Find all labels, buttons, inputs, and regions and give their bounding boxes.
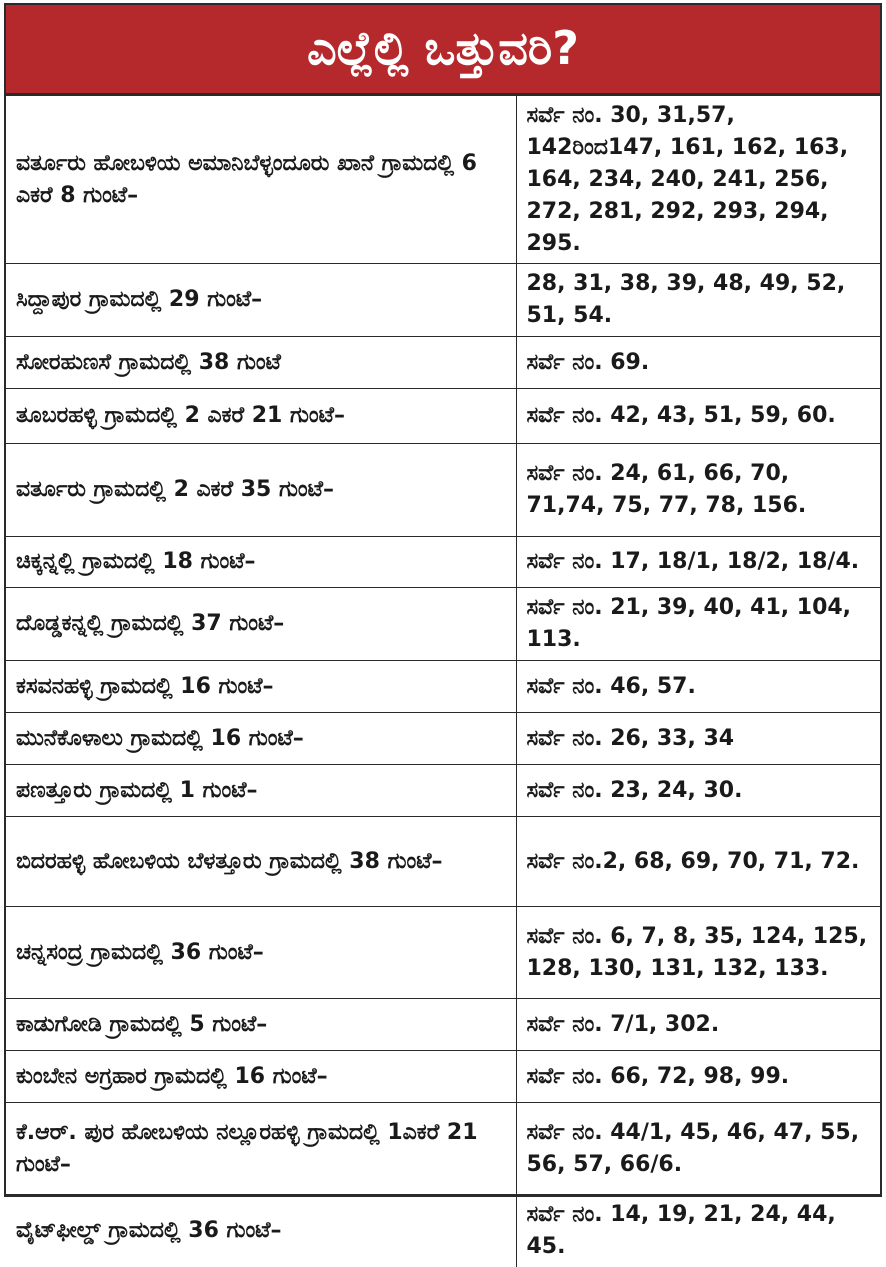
table-row — [6, 389, 880, 444]
table-row — [6, 264, 880, 337]
survey-cell: ಸರ್ವೆ ನಂ. 69. — [516, 337, 880, 389]
location-cell: ವೈಟ್‌ಫೀಲ್ಡ್ ಗ್ರಾಮದಲ್ಲಿ 36 ಗುಂಟೆ– — [6, 1195, 516, 1267]
survey-cell: ಸರ್ವೆ ನಂ. 6, 7, 8, 35, 124, 125, 128, 130, 131, 132, 133. — [516, 907, 880, 999]
survey-cell: ಸರ್ವೆ ನಂ. 44/1, 45, 46, 47, 55, 56, 57, 66/6. — [516, 1103, 880, 1195]
survey-cell: ಸರ್ವೆ ನಂ.2, 68, 69, 70, 71, 72. — [516, 817, 880, 907]
table-row — [6, 661, 880, 713]
location-cell: ಚನ್ನಸಂದ್ರ ಗ್ರಾಮದಲ್ಲಿ 36 ಗುಂಟೆ– — [6, 907, 516, 999]
encroachment-table — [6, 95, 880, 1267]
location-cell: ವರ್ತೂರು ಹೋಬಳಿಯ ಅಮಾನಿಬೆಳ್ಳಂದೂರು ಖಾನೆ ಗ್ರಾಮದಲ್ಲಿ 6 ಎಕರೆ 8 ಗುಂಟೆ– — [6, 96, 516, 264]
table-title: ಎಲ್ಲೆಲ್ಲಿ ಒತ್ತುವರಿ? — [6, 5, 880, 95]
encroachment-table-card — [4, 3, 882, 1259]
table-row — [6, 999, 880, 1051]
table-row — [6, 907, 880, 999]
survey-cell: 28, 31, 38, 39, 48, 49, 52, 51, 54. — [516, 264, 880, 337]
table-row — [6, 444, 880, 537]
table-row — [6, 96, 880, 264]
table-row — [6, 1195, 880, 1267]
table-body — [6, 96, 880, 1267]
survey-cell: ಸರ್ವೆ ನಂ. 66, 72, 98, 99. — [516, 1051, 880, 1103]
location-cell: ಕಸವನಹಳ್ಳಿ ಗ್ರಾಮದಲ್ಲಿ 16 ಗುಂಟೆ– — [6, 661, 516, 713]
location-cell: ತೂಬರಹಳ್ಳಿ ಗ್ರಾಮದಲ್ಲಿ 2 ಎಕರೆ 21 ಗುಂಟೆ– — [6, 389, 516, 444]
survey-cell: ಸರ್ವೆ ನಂ. 42, 43, 51, 59, 60. — [516, 389, 880, 444]
location-cell: ಬಿದರಹಳ್ಳಿ ಹೋಬಳಿಯ ಬೆಳತ್ತೂರು ಗ್ರಾಮದಲ್ಲಿ 38 ಗುಂಟೆ– — [6, 817, 516, 907]
location-cell: ಮುನೆಕೊಳಾಲು ಗ್ರಾಮದಲ್ಲಿ 16 ಗುಂಟೆ– — [6, 713, 516, 765]
location-cell: ಸೋರಹುಣಸೆ ಗ್ರಾಮದಲ್ಲಿ 38 ಗುಂಟೆ — [6, 337, 516, 389]
location-cell: ದೊಡ್ಡಕನ್ನಲ್ಲಿ ಗ್ರಾಮದಲ್ಲಿ 37 ಗುಂಟೆ– — [6, 588, 516, 661]
survey-cell: ಸರ್ವೆ ನಂ. 21, 39, 40, 41, 104, 113. — [516, 588, 880, 661]
location-cell: ಸಿದ್ದಾಪುರ ಗ್ರಾಮದಲ್ಲಿ 29 ಗುಂಟೆ– — [6, 264, 516, 337]
location-cell: ಕೆ.ಆರ್. ಪುರ ಹೋಬಳಿಯ ನಲ್ಲೂರಹಳ್ಳಿ ಗ್ರಾಮದಲ್ಲಿ 1ಎಕರೆ 21 ಗುಂಟೆ– — [6, 1103, 516, 1195]
survey-cell: ಸರ್ವೆ ನಂ. 26, 33, 34 — [516, 713, 880, 765]
survey-cell: ಸರ್ವೆ ನಂ. 14, 19, 21, 24, 44, 45. — [516, 1195, 880, 1267]
survey-cell: ಸರ್ವೆ ನಂ. 46, 57. — [516, 661, 880, 713]
table-row — [6, 1051, 880, 1103]
table-row — [6, 817, 880, 907]
survey-cell: ಸರ್ವೆ ನಂ. 24, 61, 66, 70, 71,74, 75, 77, 78, 156. — [516, 444, 880, 537]
location-cell: ಪಣತ್ತೂರು ಗ್ರಾಮದಲ್ಲಿ 1 ಗುಂಟೆ– — [6, 765, 516, 817]
table-row — [6, 588, 880, 661]
table-row — [6, 765, 880, 817]
table-row — [6, 713, 880, 765]
location-cell: ವರ್ತೂರು ಗ್ರಾಮದಲ್ಲಿ 2 ಎಕರೆ 35 ಗುಂಟೆ– — [6, 444, 516, 537]
location-cell: ಕಾಡುಗೋಡಿ ಗ್ರಾಮದಲ್ಲಿ 5 ಗುಂಟೆ– — [6, 999, 516, 1051]
survey-cell: ಸರ್ವೆ ನಂ. 30, 31,57, 142ರಿಂದ147, 161, 162, 163, 164, 234, 240, 241, 256, 272, 281, 292, 293, 294, 295. — [516, 96, 880, 264]
survey-cell: ಸರ್ವೆ ನಂ. 23, 24, 30. — [516, 765, 880, 817]
location-cell: ಚಿಕ್ಕನ್ನಲ್ಲಿ ಗ್ರಾಮದಲ್ಲಿ 18 ಗುಂಟೆ– — [6, 537, 516, 588]
table-row — [6, 1103, 880, 1195]
survey-cell: ಸರ್ವೆ ನಂ. 17, 18/1, 18/2, 18/4. — [516, 537, 880, 588]
table-row — [6, 537, 880, 588]
survey-cell: ಸರ್ವೆ ನಂ. 7/1, 302. — [516, 999, 880, 1051]
table-row — [6, 337, 880, 389]
location-cell: ಕುಂಬೇನ ಅಗ್ರಹಾರ ಗ್ರಾಮದಲ್ಲಿ 16 ಗುಂಟೆ– — [6, 1051, 516, 1103]
